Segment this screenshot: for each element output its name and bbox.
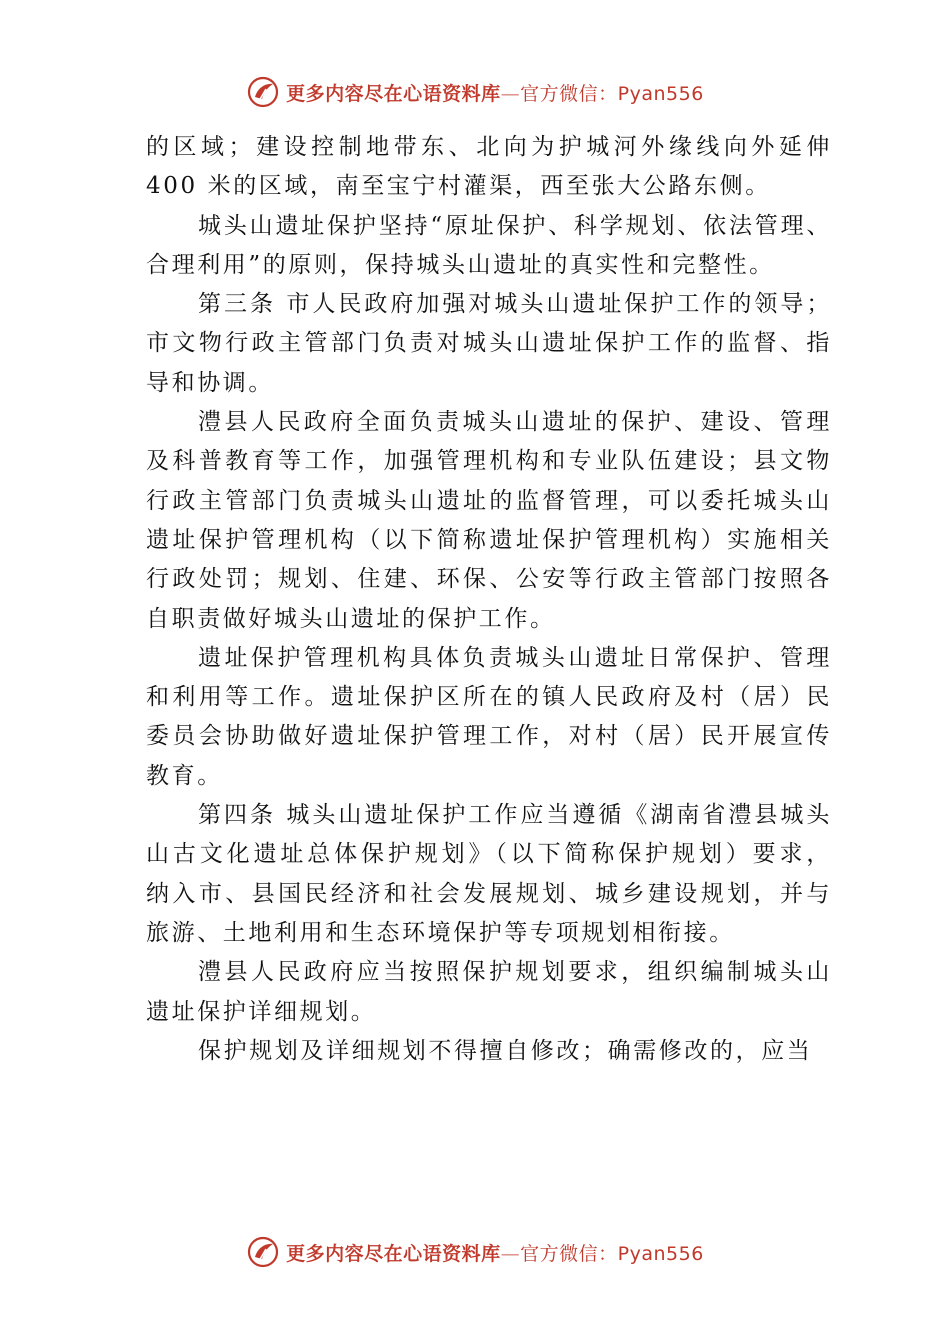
footer-watermark-banner: [0, 1232, 950, 1272]
brand-logo-icon: [246, 1235, 280, 1269]
paragraph-8: 保护规划及详细规划不得擅自修改；确需修改的，应当: [198, 1037, 813, 1064]
footer-banner-sep: —: [500, 1242, 521, 1265]
footer-banner-tail: 官方微信：Pyan556: [520, 1242, 704, 1265]
footer-banner-text: [286, 1239, 704, 1266]
paragraph-1: 的区域；建设控制地带东、北向为护城河外缘线向外延伸 400 米的区域，南至宝宁村灌渠，西至张大公路东侧。: [146, 134, 832, 200]
paragraph-5: 遗址保护管理机构具体负责城头山遗址日常保护、管理和利用等工作。遗址保护区所在的镇人民政府及村（居）民委员会协助做好遗址保护管理工作，对村（居）民开展宣传教育。: [146, 644, 832, 789]
header-banner-sep: —: [500, 82, 521, 105]
header-banner-main: 更多内容尽在心语资料库: [286, 82, 501, 105]
paragraph-7: 澧县人民政府应当按照保护规划要求，组织编制城头山遗址保护详细规划。: [146, 959, 832, 1025]
brand-logo-icon: [246, 75, 280, 109]
header-watermark-banner: [0, 72, 950, 112]
paragraph-3: 第三条 市人民政府加强对城头山遗址保护工作的领导；市文物行政主管部门负责对城头山遗址保护工作的监督、指导和协调。: [146, 291, 832, 396]
paragraph-4: 澧县人民政府全面负责城头山遗址的保护、建设、管理及科普教育等工作，加强管理机构和专业队伍建设；县文物行政主管部门负责城头山遗址的监督管理，可以委托城头山遗址保护管理机构（以下简称遗址保护管理机构）实施相关行政处罚；规划、住建、环保、公安等行政主管部门按照各自职责做好城头山遗址的保护工作。: [146, 409, 832, 632]
header-banner-tail: 官方微信：Pyan556: [520, 82, 704, 105]
paragraph-2: 城头山遗址保护坚持“原址保护、科学规划、依法管理、合理利用”的原则，保持城头山遗址的真实性和完整性。: [146, 212, 832, 278]
paragraph-6: 第四条 城头山遗址保护工作应当遵循《湖南省澧县城头山古文化遗址总体保护规划》（以下简称保护规划）要求， 纳入市、县国民经济和社会发展规划、城乡建设规划，并与旅游、土地利用和生态环境保护等专项规划相衔接。: [146, 802, 832, 946]
header-banner-text: [286, 79, 704, 106]
document-body: [146, 128, 832, 1071]
footer-banner-main: 更多内容尽在心语资料库: [286, 1242, 501, 1265]
